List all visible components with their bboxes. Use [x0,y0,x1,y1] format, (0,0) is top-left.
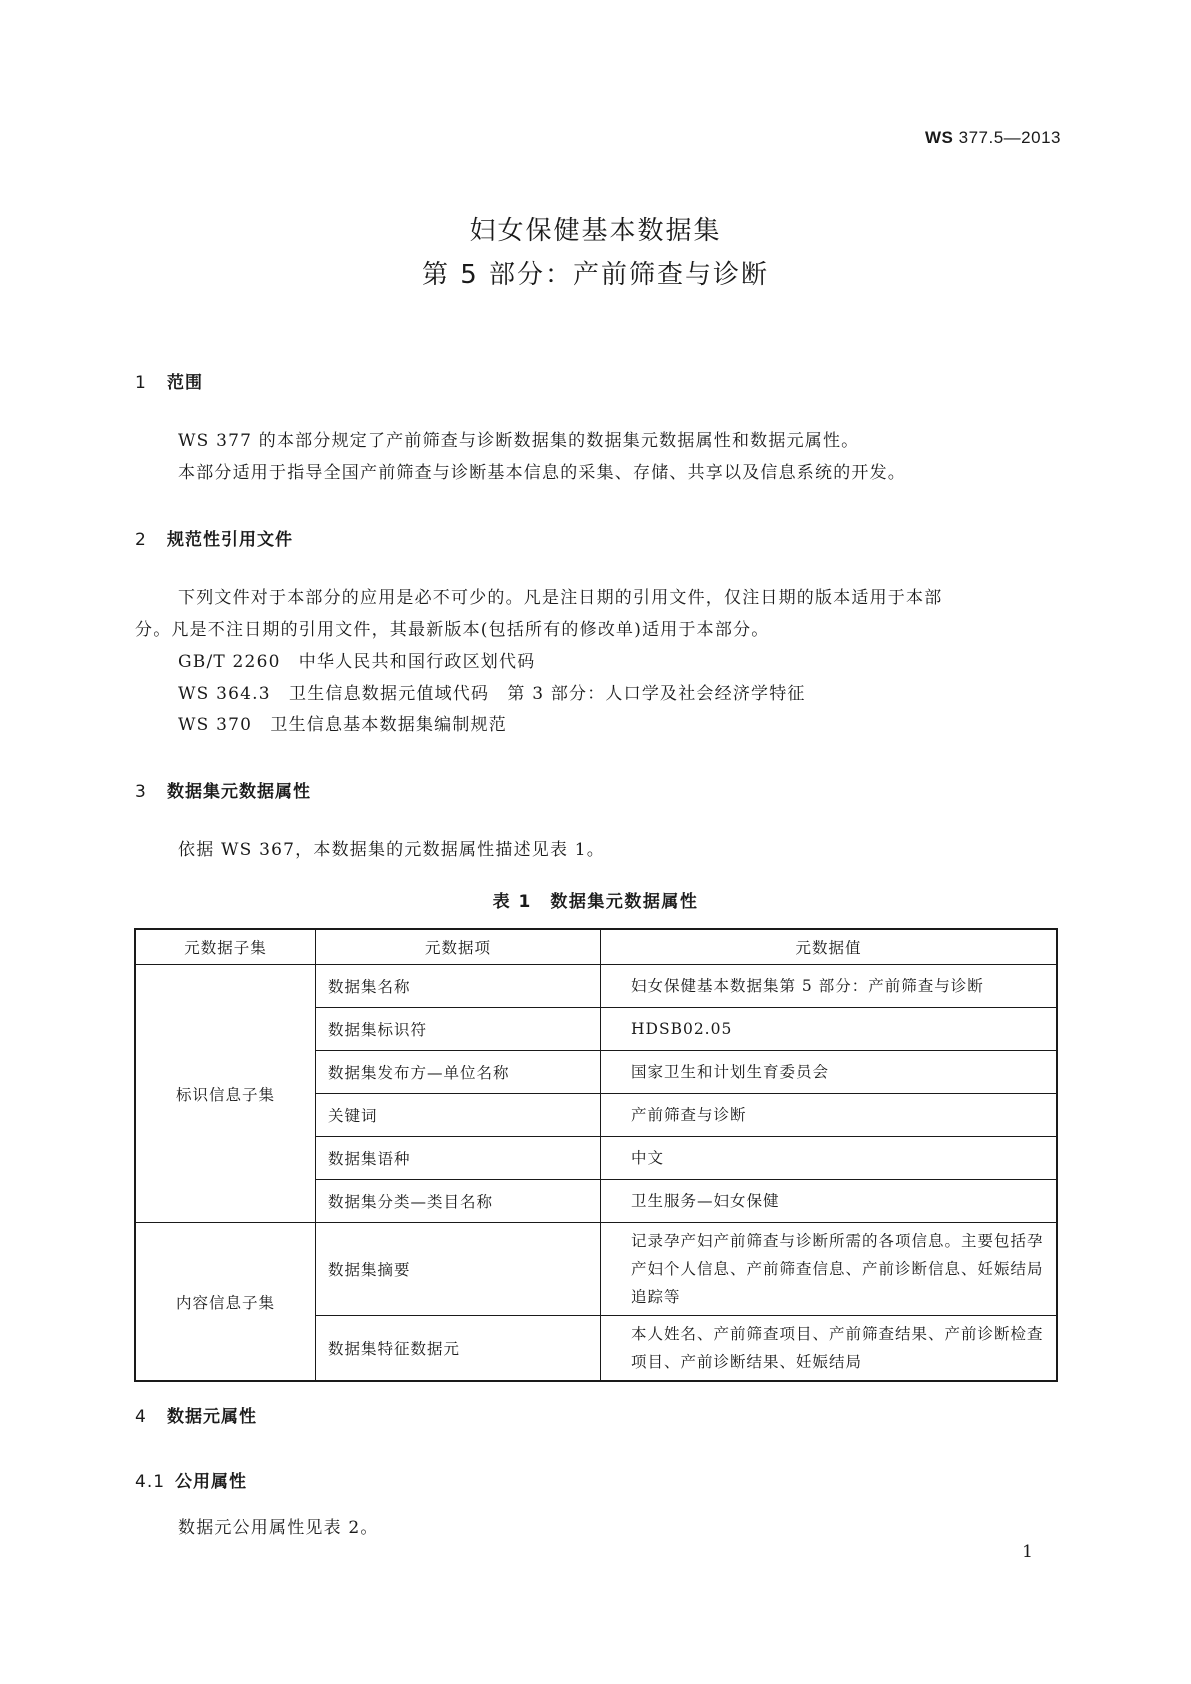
paragraph: 数据元公用属性见表 2。 [178,1518,379,1538]
section-number: 1 [135,373,147,393]
reference-item: GB/T 2260 中华人民共和国行政区划代码 [178,652,536,672]
item-cell: 关键词 [316,1094,601,1137]
standard-code [925,128,1061,148]
document-subtitle: 第 5 部分：产前筛查与诊断 [421,260,770,290]
section-number: 3 [135,782,147,802]
value-cell: 妇女保健基本数据集第 5 部分：产前筛查与诊断 [601,965,1058,1008]
value-cell: 卫生服务—妇女保健 [601,1180,1058,1223]
metadata-table [134,928,1058,1382]
column-header: 元数据项 [316,929,601,965]
value-cell: 记录孕产妇产前筛查与诊断所需的各项信息。主要包括孕产妇个人信息、产前筛查信息、产前诊断信息、妊娠结局追踪等 [601,1223,1058,1316]
value-cell: 中文 [601,1137,1058,1180]
document-title: 妇女保健基本数据集 [469,216,722,246]
section-2-heading [135,525,293,550]
item-cell: 数据集摘要 [316,1223,601,1316]
item-cell: 数据集名称 [316,965,601,1008]
section-title: 数据元属性 [167,1407,257,1427]
paragraph: 依据 WS 367，本数据集的元数据属性描述见表 1。 [178,840,605,860]
item-cell: 数据集语种 [316,1137,601,1180]
paragraph: 下列文件对于本部分的应用是必不可少的。凡是注日期的引用文件，仅注日期的版本适用于本部 [178,588,943,608]
page-number: 1 [1022,1542,1033,1562]
item-cell: 数据集发布方—单位名称 [316,1051,601,1094]
reference-item: WS 364.3 卫生信息数据元值域代码 第 3 部分：人口学及社会经济学特征 [178,684,806,704]
table-caption: 表 1 数据集元数据属性 [492,892,699,912]
reference-item: WS 370 卫生信息基本数据集编制规范 [178,715,507,735]
value-cell: 本人姓名、产前筛查项目、产前筛查结果、产前诊断检查项目、产前诊断结果、妊娠结局 [601,1316,1058,1382]
subset-cell: 内容信息子集 [135,1223,316,1382]
table-header-row [135,929,1057,965]
item-cell: 数据集标识符 [316,1008,601,1051]
column-header: 元数据值 [601,929,1058,965]
section-title: 规范性引用文件 [167,530,293,550]
table-row [135,965,1057,1008]
section-4-heading [135,1402,257,1427]
section-title: 范围 [167,373,203,393]
column-header: 元数据子集 [135,929,316,965]
section-title: 公用属性 [175,1472,247,1492]
section-title: 数据集元数据属性 [167,782,311,802]
paragraph-continuation: 分。凡是不注日期的引用文件，其最新版本(包括所有的修改单)适用于本部分。 [135,620,770,640]
value-cell: HDSB02.05 [601,1008,1058,1051]
paragraph: 本部分适用于指导全国产前筛查与诊断基本信息的采集、存储、共享以及信息系统的开发。 [178,463,906,483]
item-cell: 数据集分类—类目名称 [316,1180,601,1223]
section-4-1-heading [135,1467,247,1492]
standard-number: 377.5—2013 [958,128,1061,147]
value-cell: 国家卫生和计划生育委员会 [601,1051,1058,1094]
item-cell: 数据集特征数据元 [316,1316,601,1382]
value-cell: 产前筛查与诊断 [601,1094,1058,1137]
section-number: 2 [135,530,147,550]
standard-prefix: WS [925,128,954,147]
section-number: 4 [135,1407,147,1427]
section-number: 4.1 [135,1472,166,1492]
paragraph: WS 377 的本部分规定了产前筛查与诊断数据集的数据集元数据属性和数据元属性。 [178,431,860,451]
subset-cell: 标识信息子集 [135,965,316,1223]
section-3-heading [135,777,311,802]
table-row [135,1223,1057,1316]
section-1-heading [135,368,203,393]
